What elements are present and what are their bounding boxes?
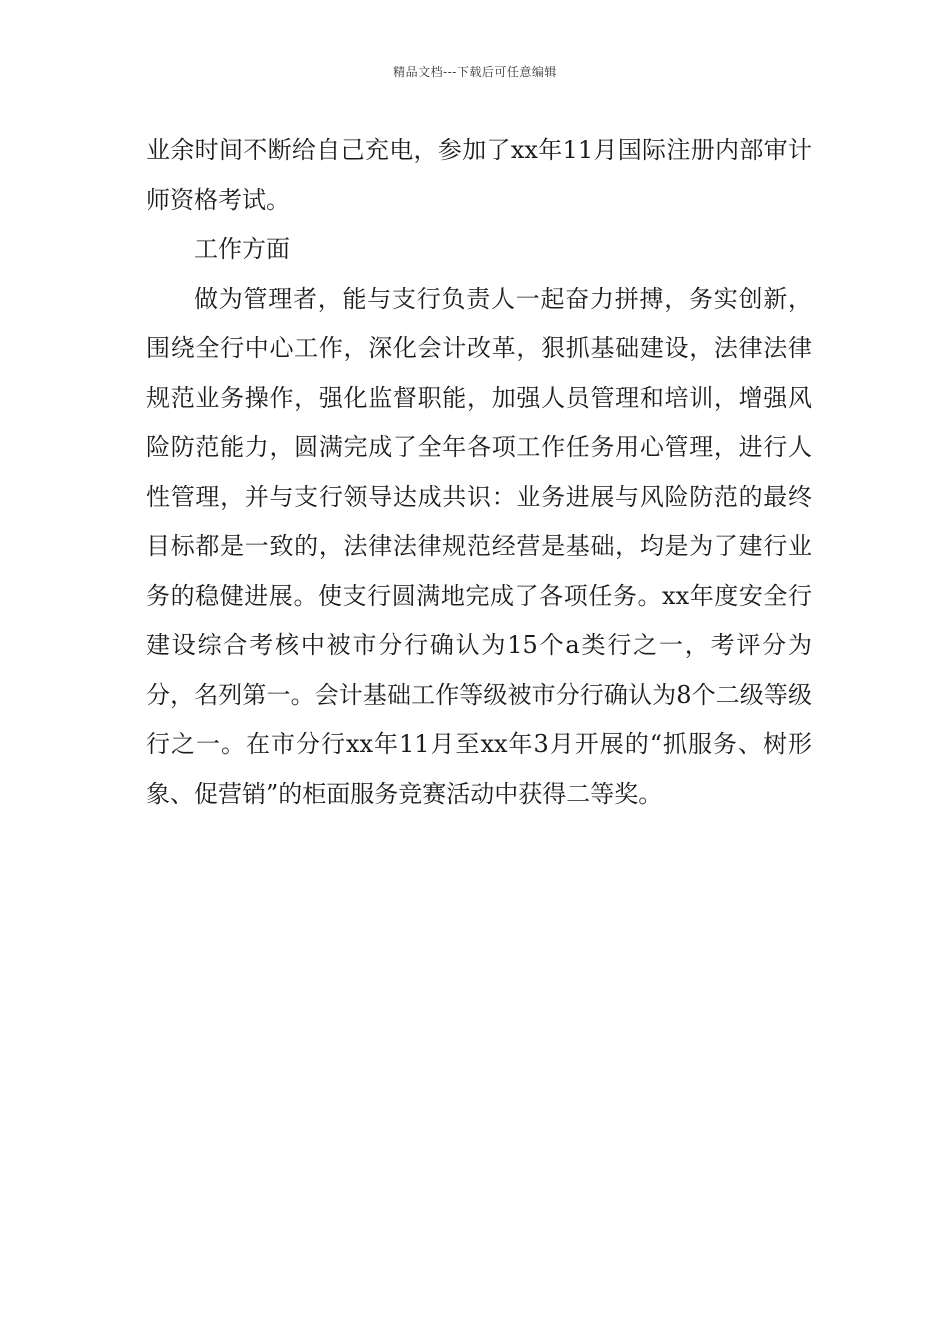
document-body bbox=[146, 126, 812, 819]
paragraph-work-details: 做为管理者，能与支行负责人一起奋力拼搏，务实创新，围绕全行中心工作，深化会计改革，狠抓基础建设，法律法律规范业务操作，强化监督职能，加强人员管理和培训，增强风险防范能力，圆满完成了全年各项工作任务用心管理，进行人性管理，并与支行领导达成共识：业务进展与风险防范的最终目标都是一致的，法律法律规范经营是基础，均是为了建行业务的稳健进展。使支行圆满地完成了各项任务。xx年度安全行建设综合考核中被市分行确认为15个a类行之一，考评分为分，名列第一。会计基础工作等级被市分行确认为8个二级等级行之一。在市分行xx年11月至xx年3月开展的“抓服务、树形象、促营销”的柜面服务竞赛活动中获得二等奖。 bbox=[146, 284, 812, 808]
section-heading-work: 工作方面 bbox=[194, 235, 290, 263]
paragraph-continuation: 业余时间不断给自己充电，参加了xx年11月国际注册内部审计师资格考试。 bbox=[146, 136, 812, 214]
page-header: 精品文档---下载后可任意编辑 bbox=[393, 65, 557, 79]
